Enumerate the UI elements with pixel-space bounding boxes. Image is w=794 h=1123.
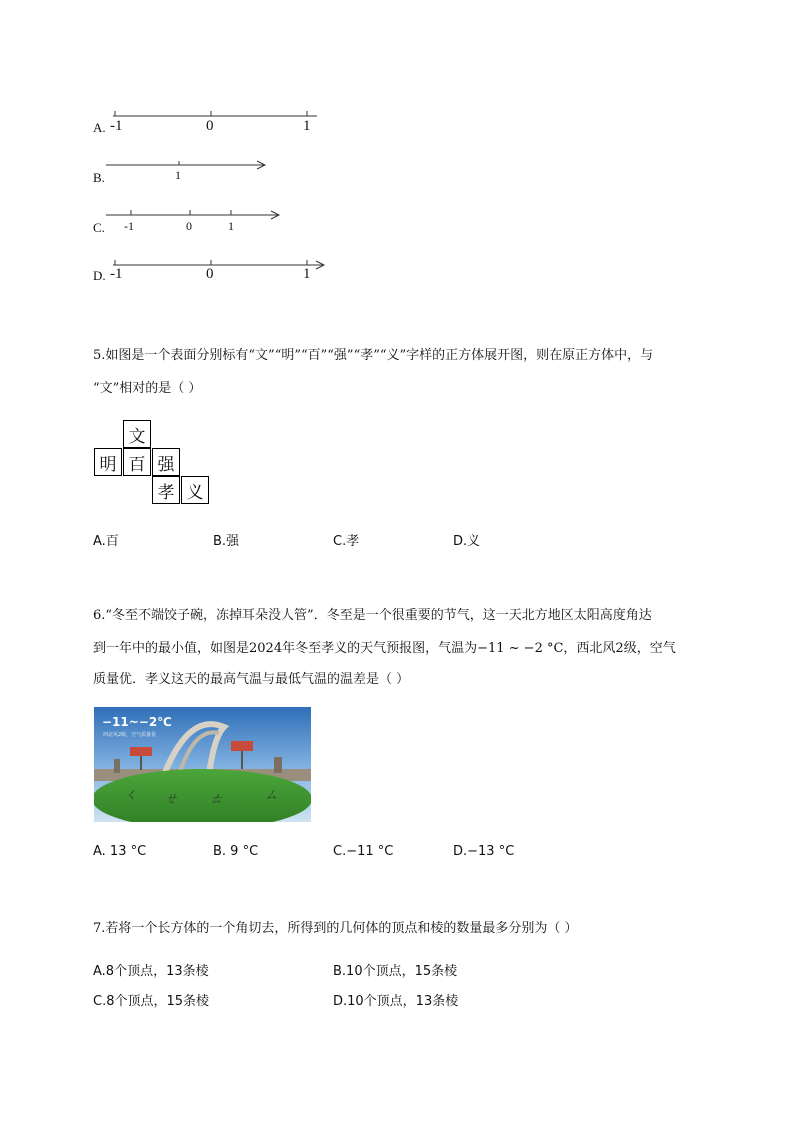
photo-subtitle: 西北风2级，空气质量优 (103, 732, 157, 738)
option-a[interactable]: A.百 (93, 534, 119, 549)
tick-label: -1 (124, 219, 134, 233)
tick-label: 1 (175, 168, 181, 182)
number-line-d (105, 257, 330, 277)
question-stem: 7.若将一个长方体的一个角切去，所得到的几何体的顶点和棱的数量最多分别为（ ） (93, 921, 578, 936)
cube-face-wen: 文 (123, 420, 151, 448)
option-c[interactable]: C.8个顶点，15条棱 (93, 994, 210, 1009)
svg-text:ㄙ: ㄙ (264, 788, 278, 803)
cube-face-qiang: 强 (152, 448, 180, 476)
cube-face-ming: 明 (94, 448, 122, 476)
tick-label: 1 (303, 118, 311, 134)
number-line-b (100, 158, 275, 178)
option-label: B. (93, 170, 105, 185)
question-stem-line: 质量优．孝义这天的最高气温与最低气温的温差是（ ） (93, 672, 410, 687)
option-a[interactable]: A. 13 °C (93, 844, 147, 859)
tick-label: 0 (186, 219, 192, 233)
svg-text:ㄑ: ㄑ (124, 788, 138, 803)
cube-face-yi: 义 (181, 476, 209, 504)
question-stem-line: 到一年中的最小值，如图是2024年冬至孝义的天气预报图，气温为−11 ~ −2 °C，西北风2级，空气 (93, 641, 676, 656)
cube-face-bai: 百 (123, 448, 151, 476)
question-stem-line: 5.如图是一个表面分别标有“文”“明”“百”“强”“孝”“义”字样的正方体展开图，则在原正方体中，与 (93, 348, 654, 363)
option-b[interactable]: B.10个顶点，15条棱 (333, 964, 458, 979)
option-label: C. (93, 220, 105, 235)
cube-face-xiao: 孝 (152, 476, 180, 504)
tick-label: 0 (206, 118, 214, 134)
svg-text:ㄊ: ㄊ (209, 792, 223, 807)
option-d[interactable]: D.10个顶点，13条棱 (333, 994, 459, 1009)
option-b[interactable]: B. 9 °C (213, 844, 259, 859)
tick-label: -1 (110, 118, 123, 134)
tick-label: -1 (110, 266, 123, 282)
tick-label: 1 (228, 219, 234, 233)
option-label: D. (93, 268, 106, 283)
number-line-a (105, 108, 335, 138)
svg-text:ㄝ: ㄝ (164, 792, 178, 807)
tick-label: 0 (206, 266, 214, 282)
option-c[interactable]: C.孝 (333, 534, 360, 549)
question-stem-line: “文”相对的是（ ） (93, 381, 202, 396)
option-c[interactable]: C.−11 °C (333, 844, 394, 859)
question-stem-line: 6.“冬至不端饺子碗，冻掉耳朵没人管”．冬至是一个很重要的节气，这一天北方地区太阳高度角达 (93, 608, 652, 623)
option-d[interactable]: D.−13 °C (453, 844, 515, 859)
option-a[interactable]: A.8个顶点，13条棱 (93, 964, 209, 979)
photo-temperature: −11~−2℃ (102, 715, 172, 729)
weather-photo (94, 707, 311, 822)
option-label: A. (93, 120, 106, 135)
option-b[interactable]: B.强 (213, 534, 240, 549)
option-d[interactable]: D.义 (453, 534, 481, 549)
tick-label: 1 (303, 266, 311, 282)
